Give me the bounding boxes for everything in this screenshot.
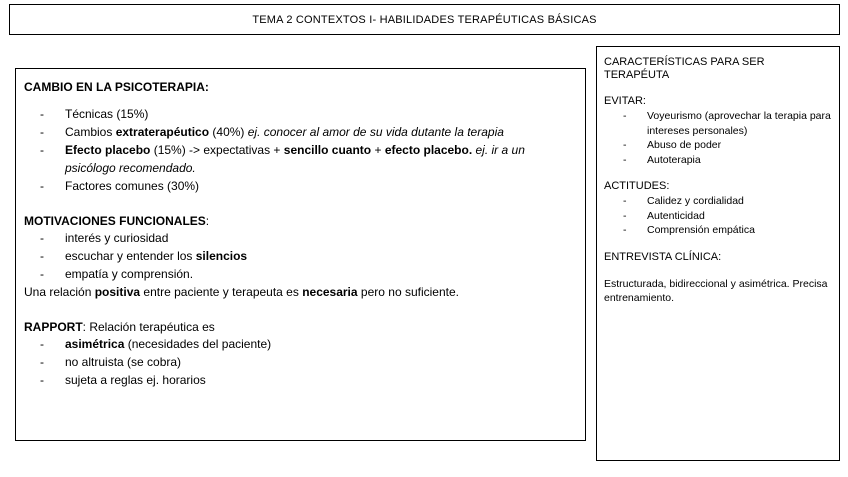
evitar-list bbox=[604, 109, 832, 167]
main-notes-panel bbox=[15, 68, 586, 441]
list-item-text: (necesidades del paciente) bbox=[124, 337, 272, 351]
list-item-text: (15%) -> expectativas + bbox=[150, 143, 284, 157]
rapport-list bbox=[24, 335, 577, 389]
sentence-text: entre paciente y terapeuta es bbox=[140, 285, 303, 299]
title-box bbox=[9, 4, 840, 35]
cambio-list bbox=[24, 105, 577, 195]
rapport-section-title bbox=[24, 319, 577, 335]
list-item-text: empatía y comprensión. bbox=[65, 267, 194, 281]
list-item-text: interés y curiosidad bbox=[65, 231, 169, 245]
side-notes-panel bbox=[596, 46, 840, 461]
list-item bbox=[24, 247, 577, 265]
motivaciones-list bbox=[24, 229, 577, 283]
list-item bbox=[24, 229, 577, 247]
list-item: - Comprensión empática bbox=[604, 223, 832, 238]
sentence-text: Una relación bbox=[24, 285, 95, 299]
list-item-text: Factores comunes (30%) bbox=[65, 179, 200, 193]
list-item: - Calidez y cordialidad bbox=[604, 194, 832, 209]
list-item-text: Técnicas (15%) bbox=[65, 107, 149, 121]
list-item: - Autoterapia bbox=[604, 153, 832, 168]
bold-term: asimétrica bbox=[65, 337, 125, 351]
bold-term: silencios bbox=[195, 249, 248, 263]
example-text: ej. conocer al amor de su vida dutante la terapia bbox=[247, 125, 504, 139]
sentence-text: pero no suficiente. bbox=[357, 285, 459, 299]
list-item: - Voyeurismo (aprovechar la terapia para intereses personales) bbox=[604, 109, 832, 138]
section-title-rest: : Relación terapéutica es bbox=[82, 320, 215, 334]
bold-term: efecto placebo. bbox=[384, 143, 473, 157]
motivaciones-section-title bbox=[24, 213, 577, 229]
list-item: - Autenticidad bbox=[604, 209, 832, 224]
cambio-section-title: CAMBIO EN LA PSICOTERAPIA: bbox=[24, 80, 209, 94]
list-item-text: sujeta a reglas ej. horarios bbox=[65, 373, 206, 387]
actitudes-label: ACTITUDES: bbox=[604, 180, 670, 192]
list-item-text: Cambios bbox=[65, 125, 116, 139]
relation-sentence bbox=[24, 283, 577, 301]
list-item bbox=[24, 123, 577, 141]
entrevista-text: Estructurada, bidireccional y asimétrica. Precisa entrenamiento. bbox=[604, 277, 828, 304]
list-item: - Abuso de poder bbox=[604, 138, 832, 153]
page-title: TEMA 2 CONTEXTOS I- HABILIDADES TERAPÉUTICAS BÁSICAS bbox=[252, 13, 597, 26]
list-item bbox=[24, 265, 577, 283]
bold-term: extraterapéutico bbox=[115, 125, 210, 139]
list-item-text: escuchar y entender los bbox=[65, 249, 196, 263]
example-text: ej. ir a un psicólogo recomendado. bbox=[65, 143, 525, 175]
list-item-text: (40%) bbox=[209, 125, 248, 139]
list-item-text: + bbox=[371, 143, 385, 157]
bold-term: positiva bbox=[94, 285, 141, 299]
list-item bbox=[24, 141, 577, 177]
list-item bbox=[24, 353, 577, 371]
list-item bbox=[24, 335, 577, 353]
list-item bbox=[24, 105, 577, 123]
list-item-text: no altruista (se cobra) bbox=[65, 355, 182, 369]
bold-term: Efecto placebo bbox=[65, 143, 151, 157]
side-panel-title: CARACTERÍSTICAS PARA SER TERAPÉUTA bbox=[604, 56, 765, 81]
section-title-text: RAPPORT bbox=[24, 320, 83, 334]
section-title-colon: : bbox=[205, 214, 210, 228]
list-item bbox=[24, 177, 577, 195]
list-item bbox=[24, 371, 577, 389]
bold-term: sencillo cuanto bbox=[283, 143, 372, 157]
section-title-text: MOTIVACIONES FUNCIONALES bbox=[24, 214, 206, 228]
actitudes-list bbox=[604, 194, 832, 238]
evitar-label: EVITAR: bbox=[604, 95, 646, 107]
entrevista-label: ENTREVISTA CLÍNICA: bbox=[604, 250, 722, 263]
bold-term: necesaria bbox=[302, 285, 358, 299]
